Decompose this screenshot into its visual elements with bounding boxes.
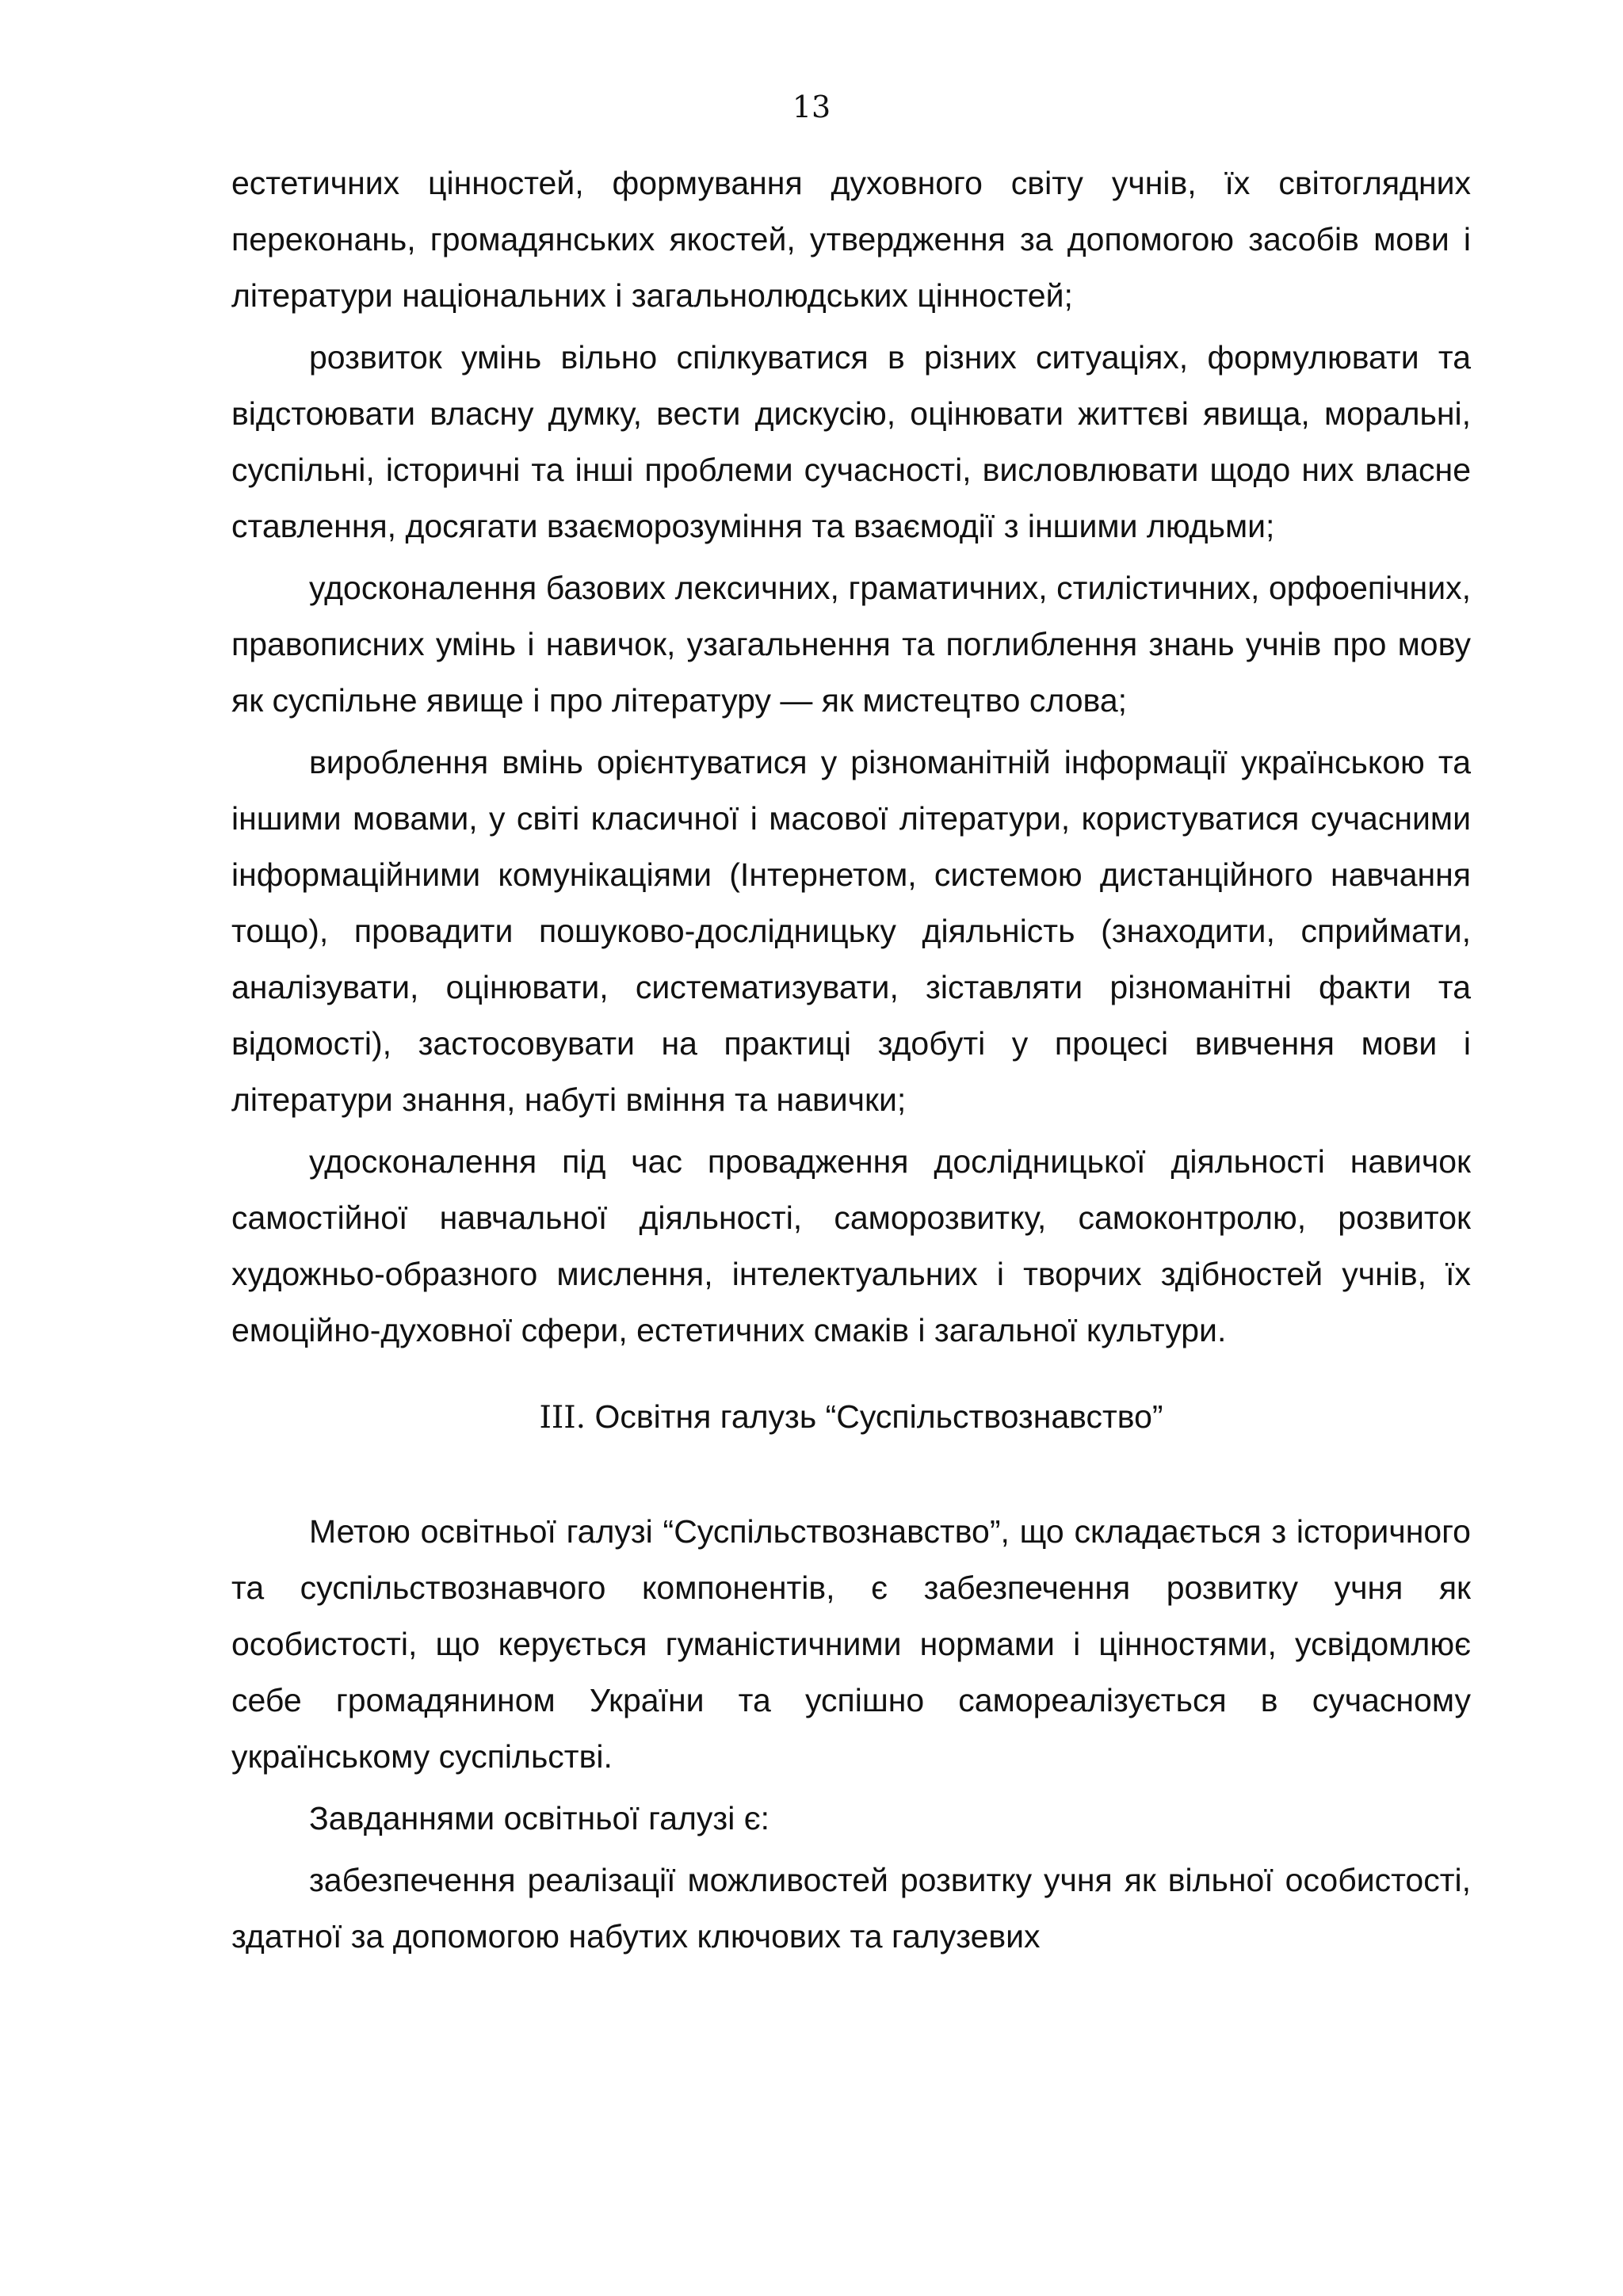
section-heading <box>231 1389 1471 1446</box>
paragraph-task-first: забезпечення реалізації можливостей розвитку учня як вільної особистості, здатної за допомогою набутих ключових та галузевих <box>231 1862 1471 1955</box>
paragraph-communication-skills: розвиток умінь вільно спілкуватися в різних ситуаціях, формулювати та відстоювати власну думку, вести дискусію, оцінювати життєві явища, моральні, суспільні, історичні та інші проблеми сучасності, висловлювати щодо них власне ставлення, досягати взаєморозуміння та взаємодії з іншими людьми; <box>231 339 1471 544</box>
paragraph-aesthetic-values: естетичних цінностей, формування духовного світу учнів, їх світоглядних переконань, громадянських якостей, утвердження за допомогою засобів мови і літератури національних і загальнолюдських цінностей; <box>231 165 1471 314</box>
section-title: Освітня галузь “Суспільствознавство” <box>594 1398 1163 1435</box>
paragraph-information-skills: вироблення вмінь орієнтуватися у різноманітній інформації українською та іншими мовами, у світі класичної і масової літератури, користуватися сучасними інформаційними комунікаціями (Інтернетом, системою дистанційного навчання тощо), провадити пошуково-дослідницьку діяльність (знаходити, сприймати, аналізувати, оцінювати, систематизувати, зіставляти різноманітні факти та відомості), застосовувати на практиці здобуті у процесі вивчення мови і літератури знання, набуті вміння та навички; <box>231 744 1471 1118</box>
paragraph-tasks-intro: Завданнями освітньої галузі є: <box>309 1800 770 1836</box>
paragraph-language-skills: удосконалення базових лексичних, граматичних, стилістичних, орфоепічних, правописних умінь і навичок, узагальнення та поглиблення знань учнів про мову як суспільне явище і про літературу — як мистецтво слова; <box>231 570 1471 719</box>
section-numeral: III. <box>539 1400 586 1436</box>
page-number: 13 <box>792 90 831 124</box>
paragraph-research-skills: удосконалення під час провадження дослідницької діяльності навичок самостійної навчальної діяльності, саморозвитку, самоконтролю, розвиток художньо-образного мислення, інтелектуальних і творчих здібностей учнів, їх емоційно-духовної сфери, естетичних смаків і загальної культури. <box>231 1143 1471 1348</box>
page-body <box>231 155 1471 1970</box>
paragraph-goal: Метою освітньої галузі “Суспільствознавство”, що складається з історичного та суспільствознавчого компонентів, є забезпечення розвитку учня як особистості, що керується гуманістичними нормами і цінностями, усвідомлює себе громадянином України та успішно самореалізується в сучасному українському суспільстві. <box>231 1513 1471 1775</box>
